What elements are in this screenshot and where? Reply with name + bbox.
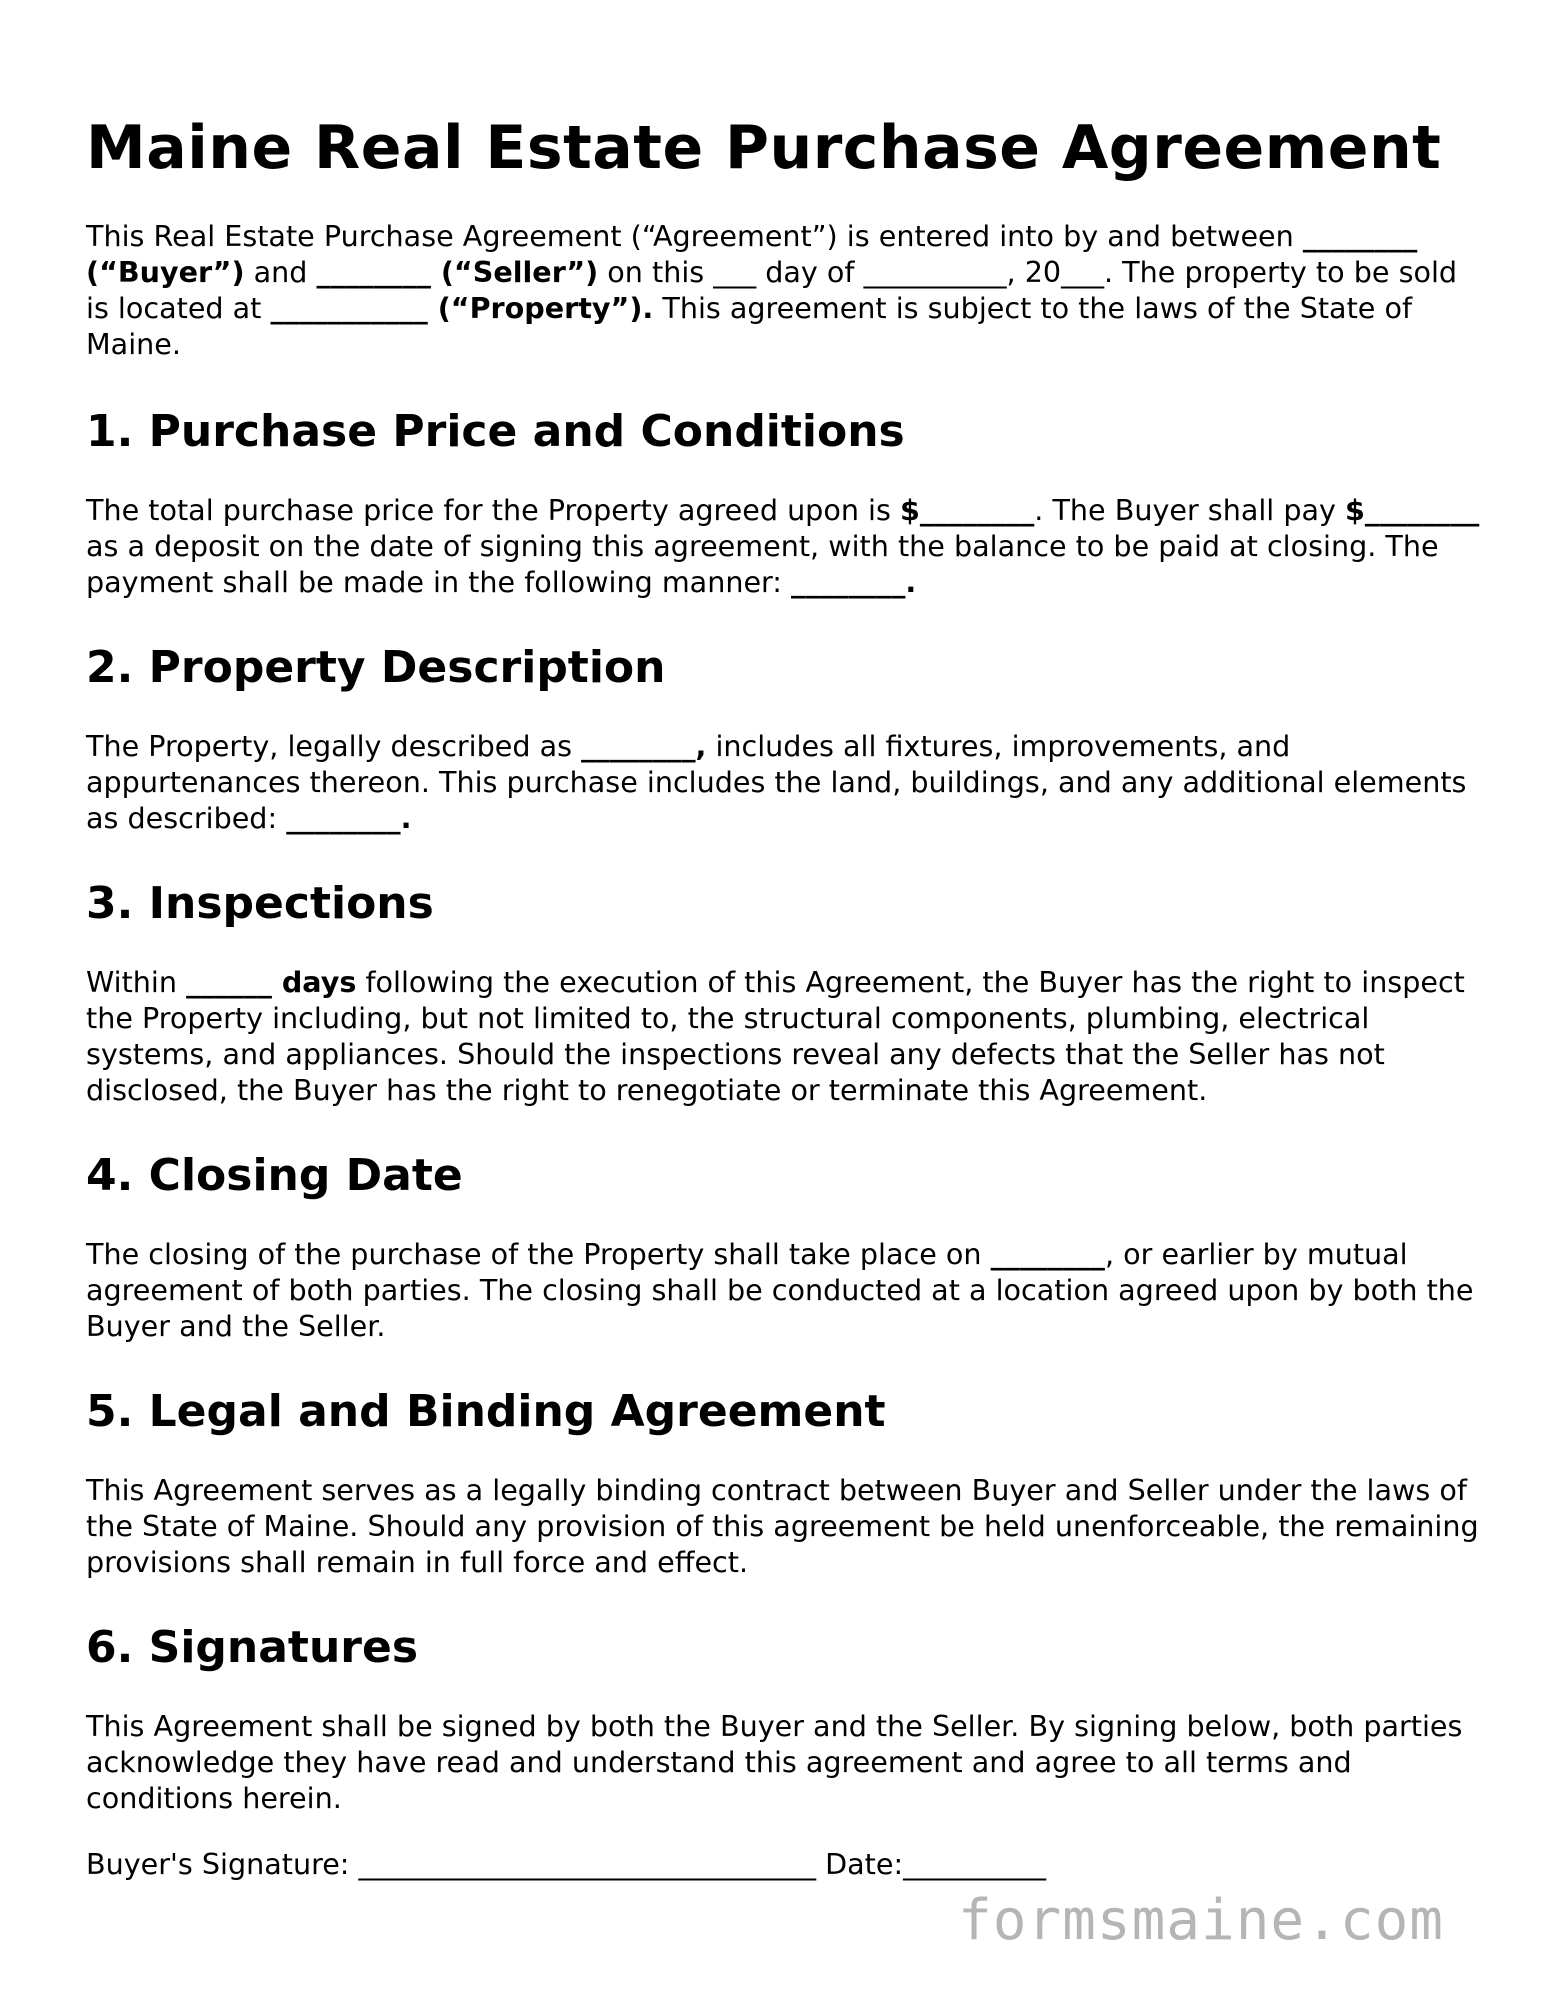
section-heading: 4. Closing Date: [86, 1150, 463, 1201]
watermark: formsmaine.com: [958, 1888, 1445, 1953]
buyer-signature-label: Buyer's Signature:: [86, 1847, 359, 1881]
buyer-signature-field: ________________________________: [358, 1847, 817, 1881]
seller-blank: ________ (“Seller”): [316, 255, 599, 289]
section-heading: 5. Legal and Binding Agreement: [86, 1386, 886, 1437]
text: as a deposit on the date of signing this agreement, with the balance to be paid at closing. The payment shall be made in the following manner:: [86, 529, 1439, 599]
section-paragraph: This Agreement serves as a legally binding contract between Buyer and Seller under the laws of the State of Maine. Should any provision of this agreement be held unenforceable, the remaining provisions shall remain in full force and effect.: [86, 1473, 1479, 1579]
section-paragraph: [86, 1236, 1486, 1344]
section-signatures: [86, 1618, 1486, 1882]
section-legal-binding: [86, 1382, 1486, 1580]
intro-text-2: and: [244, 255, 317, 289]
section-paragraph: [86, 492, 1486, 600]
section-purchase-price: [86, 402, 1486, 600]
section-heading: 2. Property Description: [86, 642, 666, 693]
document-page: [86, 108, 1486, 1882]
intro-text-1: This Real Estate Purchase Agreement (“Agreement”) is entered into by and between: [86, 219, 1303, 253]
text: Within: [86, 965, 187, 999]
section-paragraph: [86, 728, 1486, 836]
section-inspections: [86, 874, 1486, 1108]
section-property-description: [86, 638, 1486, 836]
date-label: Date:: [816, 1847, 904, 1881]
text: The total purchase price for the Property agreed upon is: [86, 493, 900, 527]
additional-elements-blank: ________.: [286, 801, 412, 835]
buyer-signature-line: [86, 1846, 1486, 1882]
text: . The Buyer shall pay: [1034, 493, 1346, 527]
closing-date-blank: ________: [990, 1237, 1105, 1271]
legal-description-blank: ________,: [581, 729, 707, 763]
text: The Property, legally described as: [86, 729, 582, 763]
date-field: __________: [903, 1847, 1047, 1881]
text: includes all fixtures, improvements, and appurtenances thereon. This purchase includes the land, buildings, and any additional elements as described:: [86, 729, 1467, 835]
document-title: Maine Real Estate Purchase Agreement: [86, 113, 1442, 183]
section-paragraph: [86, 964, 1486, 1108]
buyer-blank: ________ (“Buyer”): [86, 219, 1418, 289]
inspection-days-blank: ______ days: [186, 965, 357, 999]
payment-manner-blank: ________.: [791, 565, 917, 599]
section-heading: 1. Purchase Price and Conditions: [86, 406, 905, 457]
property-blank: ___________ (“Property”).: [270, 291, 654, 325]
section-closing-date: [86, 1146, 1486, 1344]
intro-text-4: This agreement is subject to the laws of the State of Maine.: [86, 291, 1413, 361]
text: following the execution of this Agreement, the Buyer has the right to inspect the Property including, but not limited to, the structural components, plumbing, electrical systems, and appliances. Should the inspections reveal any defects that the Seller has not disclosed, the Buyer has the right to renegotiate or terminate this Agreement.: [86, 965, 1465, 1107]
intro-paragraph: [86, 218, 1486, 362]
text: , or earlier by mutual agreement of both parties. The closing shall be conducted at a location agreed upon by both the Buyer and the Seller.: [86, 1237, 1474, 1343]
section-heading: 6. Signatures: [86, 1622, 419, 1673]
section-heading: 3. Inspections: [86, 878, 434, 929]
deposit-blank: $________: [1345, 493, 1480, 527]
section-paragraph: This Agreement shall be signed by both the Buyer and the Seller. By signing below, both parties acknowledge they have read and understand this agreement and agree to all terms and conditions herein.: [86, 1709, 1463, 1815]
text: The closing of the purchase of the Property shall take place on: [86, 1237, 991, 1271]
purchase-price-blank: $________: [899, 493, 1035, 527]
intro-text-3: on this ___ day of __________, 20___. The property to be sold is located at: [86, 255, 1458, 325]
